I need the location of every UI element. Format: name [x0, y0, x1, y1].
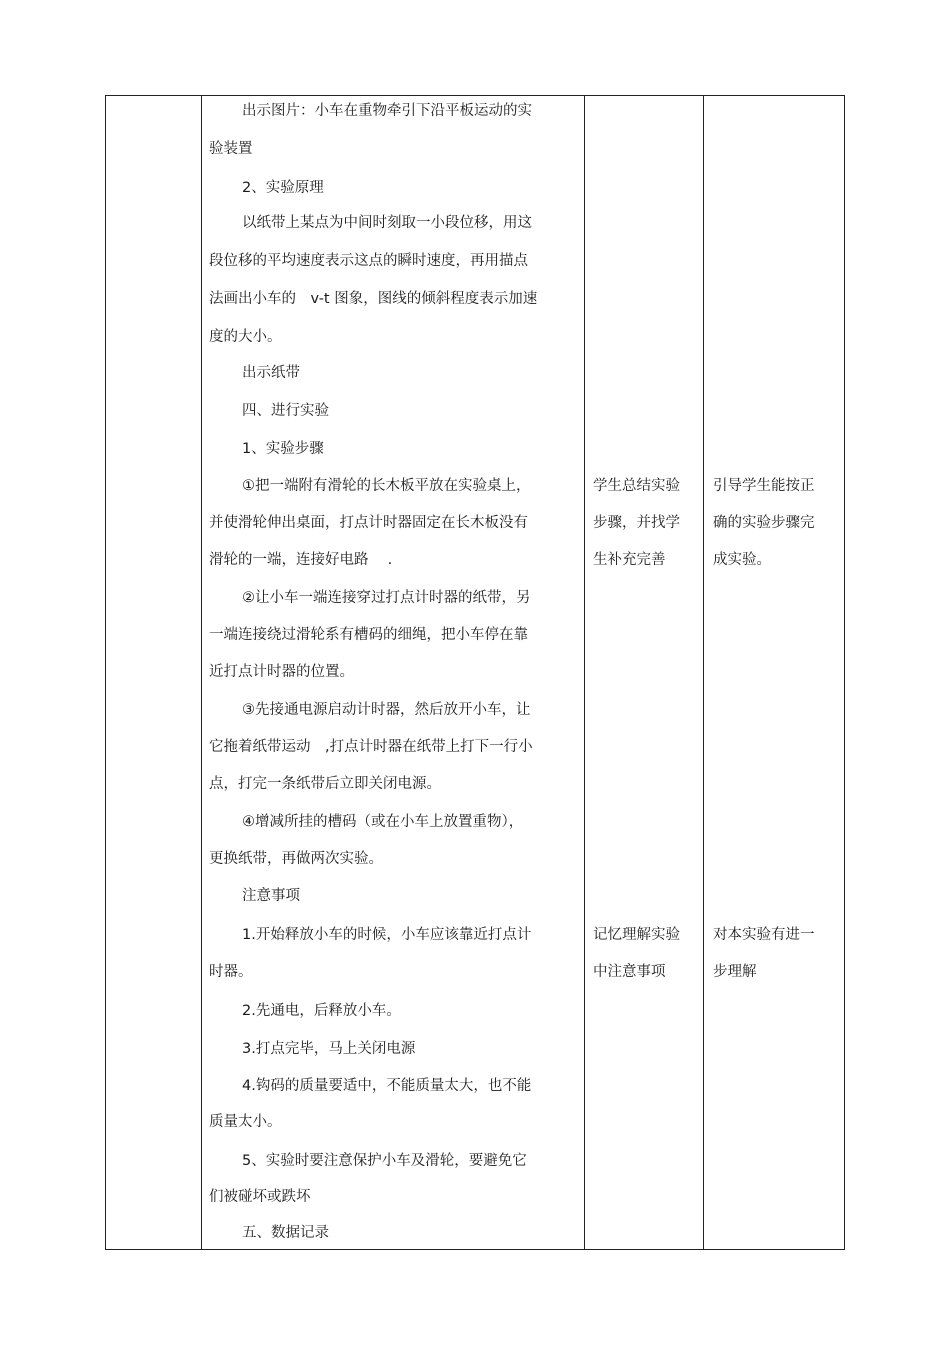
student-activity-text: 步骤，并找学 [593, 515, 680, 531]
design-intent-text: 成实验。 [713, 552, 771, 568]
column-divider [584, 95, 585, 1250]
text-line: 点，打完一条纸带后立即关闭电源。 [209, 776, 441, 792]
text-line: 一端连接绕过滑轮系有槽码的细绳，把小车停在靠 [209, 627, 528, 643]
text-line: 以纸带上某点为中间时刻取一小段位移，用这 [242, 215, 532, 231]
text-line: 2.先通电，后释放小车。 [242, 1003, 401, 1019]
student-activity-text: 中注意事项 [593, 964, 666, 980]
text-line: 并使滑轮伸出桌面，打点计时器固定在长木板没有 [209, 515, 528, 531]
subsection-heading: 1、实验步骤 [242, 441, 324, 457]
design-intent-text: 对本实验有进一 [713, 927, 815, 943]
student-activity-text: 生补充完善 [593, 552, 666, 568]
section-heading: 五、数据记录 [242, 1225, 329, 1241]
text-line: ③先接通电源启动计时器，然后放开小车，让 [242, 702, 531, 718]
section-heading: 四、进行实验 [242, 403, 329, 419]
notes-heading: 注意事项 [242, 888, 300, 904]
text-line: 们被碰坏或跌坏 [209, 1189, 311, 1205]
text-line: ①把一端附有滑轮的长木板平放在实验桌上， [242, 478, 531, 494]
text-line: 法画出小车的 v-t 图象，图线的倾斜程度表示加速 [209, 291, 538, 307]
text-line: 出示纸带 [242, 365, 300, 381]
text-line: 度的大小。 [209, 329, 282, 345]
text-line: 段位移的平均速度表示这点的瞬时速度，再用描点 [209, 253, 528, 269]
text-line: 验装置 [209, 141, 253, 157]
text-line: 滑轮的一端，连接好电路 . [209, 552, 393, 568]
text-line: 5、实验时要注意保护小车及滑轮，要避免它 [242, 1153, 527, 1169]
text-line: ④增减所挂的槽码（或在小车上放置重物）， [242, 814, 524, 830]
column-divider [703, 95, 704, 1250]
text-line: 它拖着纸带运动 ,打点计时器在纸带上打下一行小 [209, 739, 533, 755]
design-intent-text: 确的实验步骤完 [713, 515, 815, 531]
text-line: 近打点计时器的位置。 [209, 664, 354, 680]
text-line: 更换纸带，再做两次实验。 [209, 851, 383, 867]
student-activity-text: 学生总结实验 [593, 478, 680, 494]
text-line: 3.打点完毕，马上关闭电源 [242, 1041, 416, 1057]
column-divider [201, 95, 202, 1250]
text-line: 2、实验原理 [242, 180, 324, 196]
text-line: 时器。 [209, 964, 253, 980]
design-intent-text: 步理解 [713, 964, 757, 980]
text-line: 1.开始释放小车的时候，小车应该靠近打点计 [242, 927, 532, 943]
text-line: 出示图片：小车在重物牵引下沿平板运动的实 [242, 103, 532, 119]
student-activity-text: 记忆理解实验 [593, 927, 680, 943]
design-intent-text: 引导学生能按正 [713, 478, 815, 494]
text-line: ②让小车一端连接穿过打点计时器的纸带，另 [242, 590, 531, 606]
text-line: 质量太小。 [209, 1114, 282, 1130]
text-line: 4.钩码的质量要适中，不能质量太大，也不能 [242, 1078, 532, 1094]
